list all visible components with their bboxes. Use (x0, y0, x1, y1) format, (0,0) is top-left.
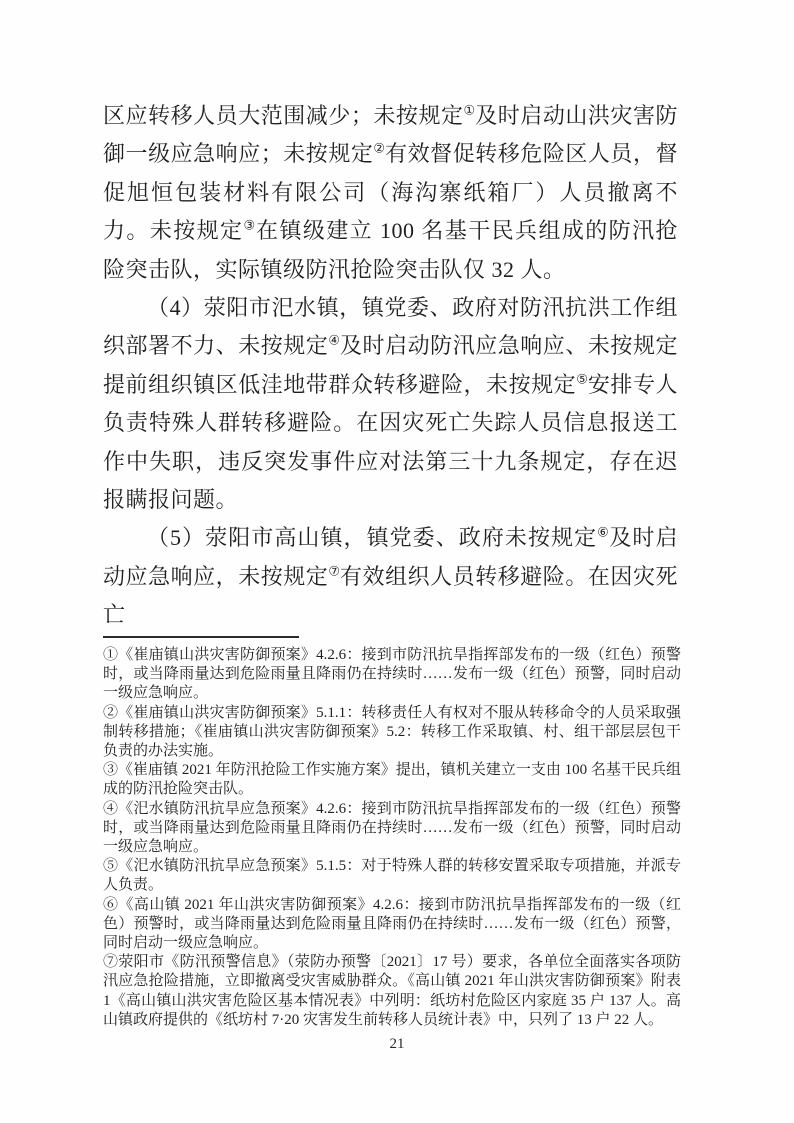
text-run: （4）荥阳市汜水镇，镇党委、政府对防汛抗洪工作组织部署不力、未按规定 (103, 295, 678, 359)
footnote-item: ⑦荥阳市《防汛预警信息》（荥防办预警〔2021〕17 号）要求，各单位全面落实各项防汛应急抢险措施，立即撤离受灾害威胁群众。《高山镇 2021 年山洪灾害防御预案》附表 1《高山镇山洪灾害危险区基本情况表》中列明：纸坊村危险区内家庭 35 户 137 人。高山镇政府提供的《纸坊村 7·20 灾害发生前转移人员统计表》中，只列了 13 户 22 人。 (103, 954, 681, 1028)
footnotes-section (103, 646, 681, 1030)
text-run: 有效组织人员转移避险。在因灾死亡 (103, 563, 678, 628)
body-paragraph (103, 519, 678, 634)
body-text (103, 97, 678, 635)
footnote-item: ④《汜水镇防汛抗旱应急预案》4.2.6：接到市防汛抗旱指挥部发布的一级（红色）预警时，或当降雨量达到危险雨量且降雨仍在持续时……发布一级（红色）预警，同时启动一级应急响应。 (103, 800, 681, 856)
text-run: 在镇级建立 100 名基干民兵组成的防汛抢险突击队，实际镇级防汛抢险突击队仅 32 人。 (103, 218, 678, 282)
footnote-ref-superscript: ③ (243, 217, 257, 233)
footnote-ref-superscript: ① (463, 102, 476, 118)
text-run: 安排专人负责特殊人群转移避险。在因灾死亡失踪人员信息报送工作中失职，违反突发事件应对法第三十九条规定，存在迟报瞒报问题。 (103, 371, 678, 513)
body-paragraph (103, 97, 678, 289)
footnote-ref-superscript: ② (373, 141, 386, 157)
body-paragraph (103, 289, 678, 519)
footnote-ref-superscript: ④ (328, 333, 341, 349)
footnote-ref-superscript: ⑤ (576, 371, 588, 387)
footnote-item: ③《崔庙镇 2021 年防汛抢险工作实施方案》提出，镇机关建立一支由 100 名基干民兵组成的防汛抢险突击队。 (103, 762, 681, 798)
text-run: 及时启动防汛应急响应、未按规定提前组织镇区低洼地带群众转移避险，未按规定 (103, 333, 678, 397)
footnote-separator (103, 636, 299, 638)
text-run: 有效督促转移危险区人员，督促旭恒包装材料有限公司（海沟寨纸箱厂）人员撤离不力。未按规定 (103, 141, 678, 244)
text-run: 及时启动山洪灾害防御一级应急响应；未按规定 (103, 103, 678, 167)
page-number: 21 (389, 1036, 405, 1052)
footnote-ref-superscript: ⑥ (597, 525, 610, 541)
footnote-ref-superscript: ⑦ (328, 563, 341, 579)
footnote-item: ①《崔庙镇山洪灾害防御预案》4.2.6：接到市防汛抗旱指挥部发布的一级（红色）预警时，或当降雨量达到危险雨量且降雨仍在持续时……发布一级（红色）预警，同时启动一级应急响应。 (103, 647, 681, 702)
footnote-item: ⑥《高山镇 2021 年山洪灾害防御预案》4.2.6：接到市防汛抗旱指挥部发布的一级（红色）预警时，或当降雨量达到危险雨量且降雨仍在持续时……发布一级（红色）预警，同时启动一级应急响应。 (103, 896, 681, 952)
text-run: （5）荥阳市高山镇，镇党委、政府未按规定 (147, 525, 598, 551)
footnote-item: ②《崔庙镇山洪灾害防御预案》5.1.1：转移责任人有权对不服从转移命令的人员采取强制转移措施；《崔庙镇山洪灾害防御预案》5.2：转移工作采取镇、村、组干部层层包干负责的办法实施。 (103, 704, 681, 760)
footnote-item: ⑤《汜水镇防汛抗旱应急预案》5.1.5：对于特殊人群的转移安置采取专项措施，并派专人负责。 (103, 858, 681, 894)
text-run: 区应转移人员大范围减少；未按规定 (103, 103, 464, 128)
text-run: 及时启动应急响应，未按规定 (103, 525, 678, 589)
